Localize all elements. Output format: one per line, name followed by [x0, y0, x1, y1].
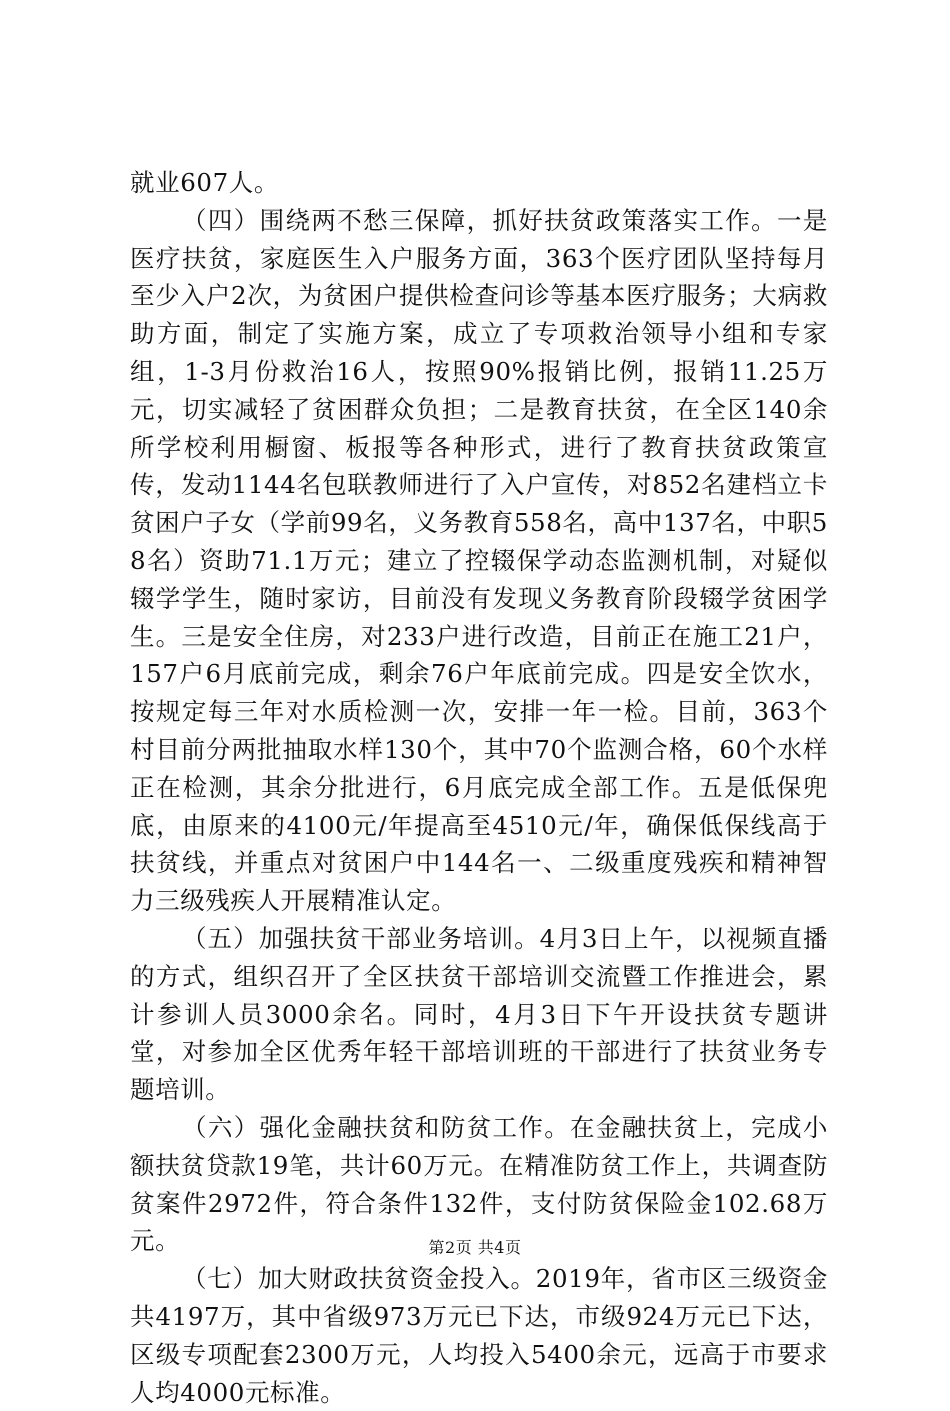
paragraph-section-6: （六）强化金融扶贫和防贫工作。在金融扶贫上，完成小额扶贫贷款19笔，共计60万元。在精准防贫工作上，共调查防贫案件2972件，符合条件132件，支付防贫保险金102.68万元。	[130, 1112, 828, 1256]
document-body	[130, 164, 828, 1411]
paragraph-section-4: （四）围绕两不愁三保障，抓好扶贫政策落实工作。一是医疗扶贫，家庭医生入户服务方面，363个医疗团队坚持每月至少入户2次，为贫困户提供检查问诊等基本医疗服务；大病救助方面，制定了实施方案，成立了专项救治领导小组和专家组，1-3月份救治16人，按照90%报销比例，报销11.25万元，切实减轻了贫困群众负担；二是教育扶贫，在全区140余所学校利用橱窗、板报等各种形式，进行了教育扶贫政策宣传，发动1144名包联教师进行了入户宣传，对852名建档立卡贫困户子女（学前99名，义务教育558名，高中137名，中职58名）资助71.1万元；建立了控辍保学动态监测机制，对疑似辍学学生，随时家访，目前没有发现义务教育阶段辍学贫困学生。三是安全住房，对233户进行改造，目前正在施工21户，157户6月底前完成，剩余76户年底前完成。四是安全饮水，按规定每三年对水质检测一次，安排一年一检。目前，363个村目前分两批抽取水样130个，其中70个监测合格，60个水样正在检测，其余分批进行，6月底完成全部工作。五是低保兜底，由原来的4100元/年提高至4510元/年，确保低保线高于扶贫线，并重点对贫困户中144名一、二级重度残疾和精神智力三级残疾人开展精准认定。	[130, 205, 828, 916]
page-number-footer: 第2页 共4页	[428, 1238, 522, 1257]
paragraph-section-7: （七）加大财政扶贫资金投入。2019年，省市区三级资金共4197万，其中省级973万元已下达，市级924万元已下达，区级专项配套2300万元，人均投入5400余元，远高于市要求人均4000元标准。	[130, 1264, 828, 1407]
paragraph-continuation: 就业607人。	[130, 168, 279, 197]
paragraph-section-5: （五）加强扶贫干部业务培训。4月3日上午，以视频直播的方式，组织召开了全区扶贫干部培训交流暨工作推进会，累计参训人员3000余名。同时，4月3日下午开设扶贫专题讲堂，对参加全区优秀年轻干部培训班的干部进行了扶贫业务专题培训。	[130, 923, 828, 1105]
